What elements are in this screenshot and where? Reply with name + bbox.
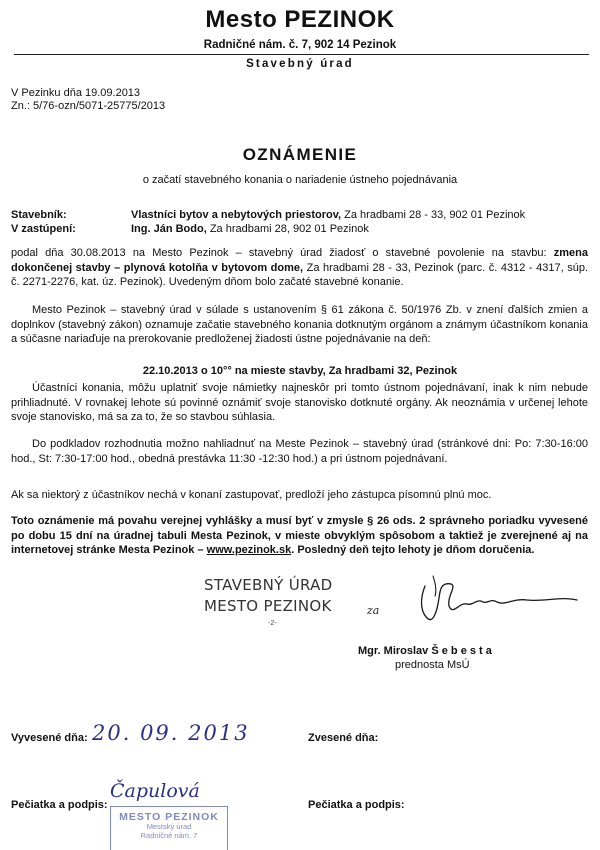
application-text-1: podal dňa 30.08.2013 na Mesto Pezinok – stavebný úrad žiadosť o stavebné povolenie na stavbu: [11, 247, 547, 259]
construction-name: zmena dokončenej stavby – plynová kotolňa v bytovom dome, [11, 247, 588, 274]
office-hours-paragraph: Do podkladov rozhodnutia možno nahliadnuť na Meste Pezinok – stavebný úrad (stránkové dni: Po: 7:30-16:00 hod., St: 7:30-17:00 hod., obedná prestávka 11:30 -12:30 hod.) a pri ústnom pojednávaní. [11, 438, 588, 465]
place-and-date: V Pezinku dňa 19.09.2013 [11, 87, 141, 99]
public-notice-paragraph [11, 514, 588, 558]
builder-value [131, 208, 525, 223]
objections-paragraph: Účastníci konania, môžu uplatniť svoje námietky najneskôr pri tomto ústnom pojednávaní, inak k nim nebude prihliadnuté. V rovnakej lehote sú povinné oznámiť svoje stanovisko dotknuté orgány. Ak neoznámia v určenej lehote svoje stanovisko, má sa za to, že so stavbou súhlasia. [11, 382, 588, 424]
blue-stamp-line-1: MESTO PEZINOK [119, 811, 219, 823]
notice-heading: OZNÁMENIE [242, 145, 358, 164]
blue-stamp-line-3: Radničné nám. 7 [140, 830, 198, 840]
removed-date-label: Zvesené dňa: [308, 732, 379, 744]
notice-subheading: o začatí stavebného konania o nariadenie ústneho pojednávania [142, 174, 458, 186]
representative-address: Za hradbami 28, 902 01 Pezinok [206, 223, 369, 235]
stamp-signature-label-left: Pečiatka a podpis: [11, 799, 108, 811]
town-title: Mesto PEZINOK [205, 6, 395, 33]
signer-role: prednosta MsÚ [395, 659, 470, 671]
stamp-signature-label-right: Pečiatka a podpis: [308, 799, 405, 811]
posted-date-label: Vyvesené dňa: [11, 732, 88, 744]
handwritten-signature-footer: Čapulová [110, 780, 200, 802]
office-stamp-line-2: MESTO PEZINOK [204, 597, 332, 615]
builder-name: Vlastníci bytov a nebytových priestorov, [131, 209, 342, 221]
town-address: Radničné nám. č. 7, 902 14 Pezinok [203, 39, 397, 51]
representative-value [131, 222, 369, 237]
office-stamp-line-1: STAVEBNÝ ÚRAD [204, 576, 333, 594]
posted-date-handwritten: 20. 09. 2013 [92, 721, 250, 745]
legal-basis-paragraph: Mesto Pezinok – stavebný úrad v súlade s ustanovením § 61 zákona č. 50/1976 Zb. v znení ďalších zmien a doplnkov (stavebný zákon) oznamuje začatie stavebného konania dotknutým orgánom a známym účastníkom konania a súčasne nariaďuje na prerokovanie predloženej žiadosti ústne pojednávanie na deň: [11, 304, 588, 346]
office-stamp-number: -2- [268, 620, 277, 627]
office-name: Stavebný úrad [246, 58, 354, 70]
blue-office-stamp [110, 806, 228, 850]
public-notice-text-2: . Posledný deň tejto lehoty je dňom doručenia. [291, 544, 535, 557]
website-link[interactable]: www.pezinok.sk [206, 544, 292, 557]
signer-name: Mgr. Miroslav Š e b e s t a [358, 645, 492, 657]
application-text-2: Za hradbami 28 - 33, Pezinok (parc. č. 4312 - 4317, súp. č. 2271-2276, kat. úz. Pezinok). Uvedeným dňom bolo začaté stavebné konanie. [11, 261, 588, 289]
hearing-date: 22.10.2013 o 10°° na mieste stavby, Za hradbami 32, Pezinok [142, 365, 458, 377]
application-paragraph [11, 246, 588, 290]
reference-number: Zn.: 5/76-ozn/5071-25775/2013 [11, 100, 166, 112]
blue-stamp-line-2: Mestský úrad [146, 822, 192, 832]
header-divider [14, 54, 589, 55]
signature-initials: za [367, 604, 380, 617]
representative-label: V zastúpení: [11, 223, 76, 235]
handwritten-signature [355, 572, 580, 632]
public-notice-text-1: Toto oznámenie má povahu verejnej vyhlášky a musí byť v zmysle § 26 ods. 2 správneho poriadku vyvesené po dobu 15 dní na úradnej tabuli Mesta Pezinok, v mieste obvyklým spôsobom a taktiež je zverejnené aj na internetovej stránke Mesta Pezinok – [11, 515, 588, 557]
representation-paragraph: Ak sa niektorý z účastníkov nechá v konaní zastupovať, predloží jeho zástupca písomnú plnú moc. [11, 489, 492, 501]
builder-label: Stavebník: [11, 209, 67, 221]
builder-address: Za hradbami 28 - 33, 902 01 Pezinok [341, 209, 526, 221]
representative-name: Ing. Ján Bodo, [131, 223, 207, 235]
